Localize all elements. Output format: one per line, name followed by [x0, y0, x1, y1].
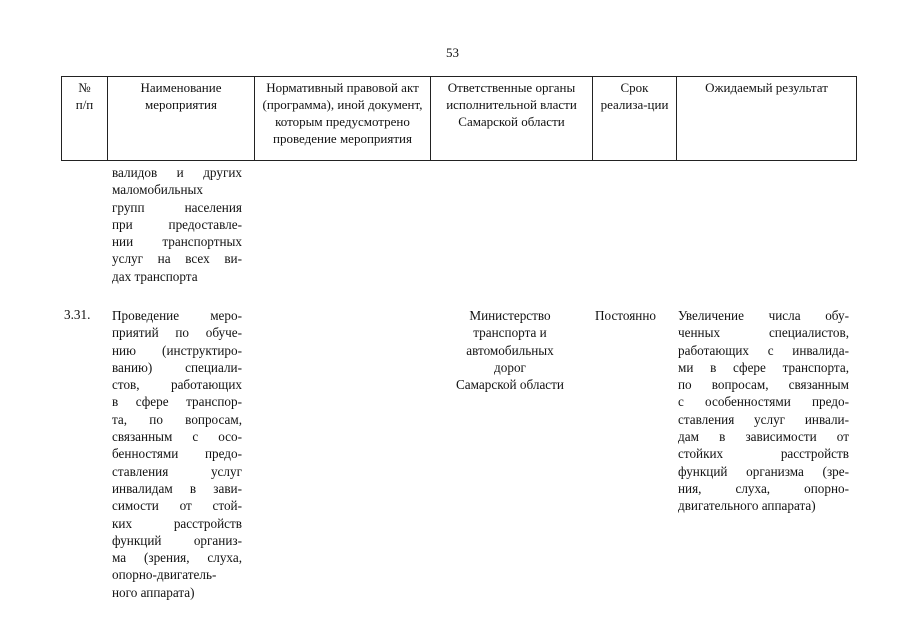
text-line: Министерство	[469, 308, 551, 323]
text-line: транспорта и	[473, 325, 547, 341]
row-1-number: 3.31.	[64, 307, 91, 322]
text-line: ставления услуг	[112, 463, 242, 479]
text-line: приятий по обуче-	[112, 325, 242, 341]
text-line: двигательного аппарата)	[678, 498, 816, 514]
text-line: ванию) специали-	[112, 359, 242, 375]
text-line: групп населения	[112, 199, 242, 215]
text-line: дам в зависимости от	[678, 429, 849, 445]
text-line: с особенностями предо-	[678, 394, 849, 410]
text-line: дах транспорта	[112, 268, 198, 284]
text-line: стов, работающих	[112, 377, 242, 393]
header-responsible: Ответственные органы исполнительной власти Самарской области	[431, 77, 593, 161]
text-line: ченных специалистов,	[678, 325, 849, 341]
row-1-responsible	[430, 307, 590, 393]
text-line: нию (инструктиро-	[112, 342, 242, 358]
text-line: по вопросам, связанным	[678, 377, 849, 393]
text-line: при предоставле-	[112, 216, 242, 232]
text-line: связанным с осо-	[112, 429, 242, 445]
text-line: маломобильных	[112, 182, 203, 198]
text-line: валидов и других	[112, 165, 242, 180]
text-line: симости от стой-	[112, 498, 242, 514]
text-line: функций организма (зре-	[678, 463, 849, 479]
row-1-result	[678, 307, 849, 515]
header-legal-act: Нормативный правовой акт (программа), иной документ, которым предусмотрено проведение мероприятия	[255, 77, 431, 161]
text-line: инвалидам в зави-	[112, 480, 242, 496]
text-line: ного аппарата)	[112, 584, 195, 600]
text-line: стойких расстройств	[678, 446, 849, 462]
header-number: № п/п	[62, 77, 108, 161]
header-result: Ожидаемый результат	[677, 77, 857, 161]
text-line: та, по вопросам,	[112, 411, 242, 427]
header-term: Срок реализа-ции	[593, 77, 677, 161]
text-line: Увеличение числа обу-	[678, 308, 849, 323]
row-1-name	[112, 307, 242, 601]
text-line: функций организ-	[112, 532, 242, 548]
row-1-term: Постоянно	[595, 308, 657, 323]
text-line: ния, слуха, опорно-	[678, 480, 849, 496]
text-line: ких расстройств	[112, 515, 242, 531]
text-line: Проведение меро-	[112, 308, 242, 323]
text-line: бенностями предо-	[112, 446, 242, 462]
text-line: ма (зрения, слуха,	[112, 550, 242, 566]
text-line: услуг на всех ви-	[112, 251, 242, 267]
header-event-name: Наименование мероприятия	[108, 77, 255, 161]
text-line: автомобильных	[466, 342, 554, 358]
text-line: в сфере транспор-	[112, 394, 242, 410]
text-line: дорог	[494, 359, 526, 375]
text-line: ставления услуг инвали-	[678, 411, 849, 427]
table-header	[61, 76, 857, 161]
text-line: опорно-двигатель-	[112, 567, 217, 583]
row-0-name	[112, 164, 242, 285]
text-line: нии транспортных	[112, 234, 242, 250]
text-line: работающих с инвалида-	[678, 342, 849, 358]
text-line: Самарской области	[456, 377, 564, 393]
text-line: ми в сфере транспорта,	[678, 359, 849, 375]
page-number: 53	[446, 45, 459, 60]
